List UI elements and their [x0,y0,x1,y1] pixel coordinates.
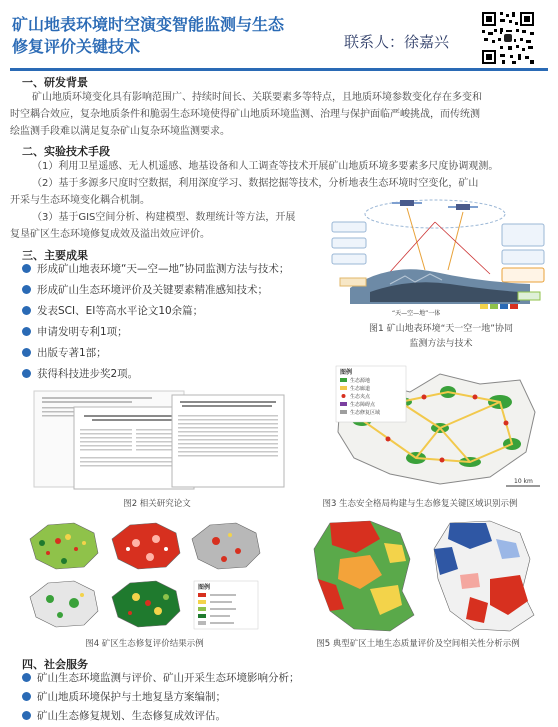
figure-3-legend-item: 生态源地 [350,378,371,384]
figure-3-legend-item: 生态修复区域 [350,410,381,416]
section-heading-service: 四、社会服务 [22,658,88,671]
result-item: 形成矿山地表环境“天—空—地”协同监测方法与技术； [22,259,342,280]
figure-1-caption: 图1 矿山地表环境“天一空一地”协同 监测方法与技术 [369,324,513,349]
method-item: 复垦矿区生态环境修复成效及溢出效应评价。 [10,229,210,240]
results-list [22,259,342,385]
service-item: 矿山生态修复规划、生态修复成效评估。 [22,707,542,726]
service-item: 矿山地质环境保护与土地复垦方案编制； [22,688,542,707]
method-item: 开采与生态环境变化耦合机制。 [10,195,150,206]
title-divider [10,68,548,71]
result-item: 申请发明专利1项； [22,322,342,343]
bullet-dot-icon [22,692,31,701]
figure-1-bottom-label: “天—空—地”一体 [392,310,441,317]
figure-3-legend-item: 生态夹点 [350,394,371,400]
figure-3-caption: 图3 生态安全格局构建与生态修复关键区域识别示例 [322,499,518,509]
figure-3-legend-item: 生态障碍点 [350,402,376,408]
bullet-dot-icon [22,369,31,378]
figure-5-maps [296,515,548,635]
background-line: 矿山地质环境变化具有影响范围广、持续时间长、关联要素多等特点，且地质环境参数变化存在多变和 [32,92,482,103]
method-item: （1）利用卫星遥感、无人机遥感、地基设备和人工调查等技术开展矿山地质环境多要素多尺度协调观测。 [32,161,499,172]
qr-code [480,10,536,66]
background-line: 时空耦合效应，复杂地质条件和脆弱生态环境使得矿山地质环境监测、治理与保护面临严峻挑战，而传统测 [10,109,480,120]
service-item: 矿山生态环境监测与评价、矿山开采生态环境影响分析； [22,669,542,688]
bullet-dot-icon [22,306,31,315]
title-line-2: 修复评价关键技术 [12,37,141,56]
figure-3-legend-item: 生态廊道 [350,386,371,392]
bullet-dot-icon [22,327,31,336]
background-line: 绘监测手段难以满足复杂矿山复杂环境监测要求。 [10,126,230,137]
figure-3-map [330,362,548,492]
result-item: 出版专著1部； [22,343,342,364]
section-heading-background: 一、研发背景 [22,76,88,89]
bullet-dot-icon [22,711,31,720]
bullet-dot-icon [22,673,31,682]
background-text [10,89,550,140]
figure-4-caption: 图4 矿区生态修复评价结果示例 [85,639,204,649]
title-line-1: 矿山地表环境时空演变智能监测与生态 [12,15,285,34]
service-list [22,669,542,726]
result-item: 发表SCI、EI等高水平论文10余篇； [22,301,342,322]
method-item: （3）基于GIS空间分析、构建模型、数理统计等方法，开展 [32,212,296,223]
poster-title [12,14,332,58]
figure-2-papers [22,385,292,493]
figure-5-caption: 图5 典型矿区土地生态质量评价及空间相关性分析示例 [316,639,520,649]
figure-4-legend-title: 图例 [198,584,211,591]
result-item: 获得科技进步奖2项。 [22,364,342,385]
figure-4-maps [22,515,267,635]
contact-person: 联系人：徐嘉兴 [344,33,450,51]
section-heading-methods: 二、实验技术手段 [22,145,110,158]
figure-3-legend-title: 图例 [340,369,353,376]
figure-2-caption: 图2 相关研究论文 [123,499,191,509]
bullet-dot-icon [22,348,31,357]
bullet-dot-icon [22,285,31,294]
section-heading-results: 三、主要成果 [22,249,88,262]
result-item: 形成矿山生态环境评价及关键要素精准感知技术； [22,280,342,301]
method-item: （2）基于多源多尺度时空数据，利用深度学习、数据挖掘等技术，分析地表生态环境时空变化，矿山 [32,178,479,189]
bullet-dot-icon [22,264,31,273]
figure-3-scale: 10 km [514,478,533,485]
figure-1-diagram [330,192,548,318]
